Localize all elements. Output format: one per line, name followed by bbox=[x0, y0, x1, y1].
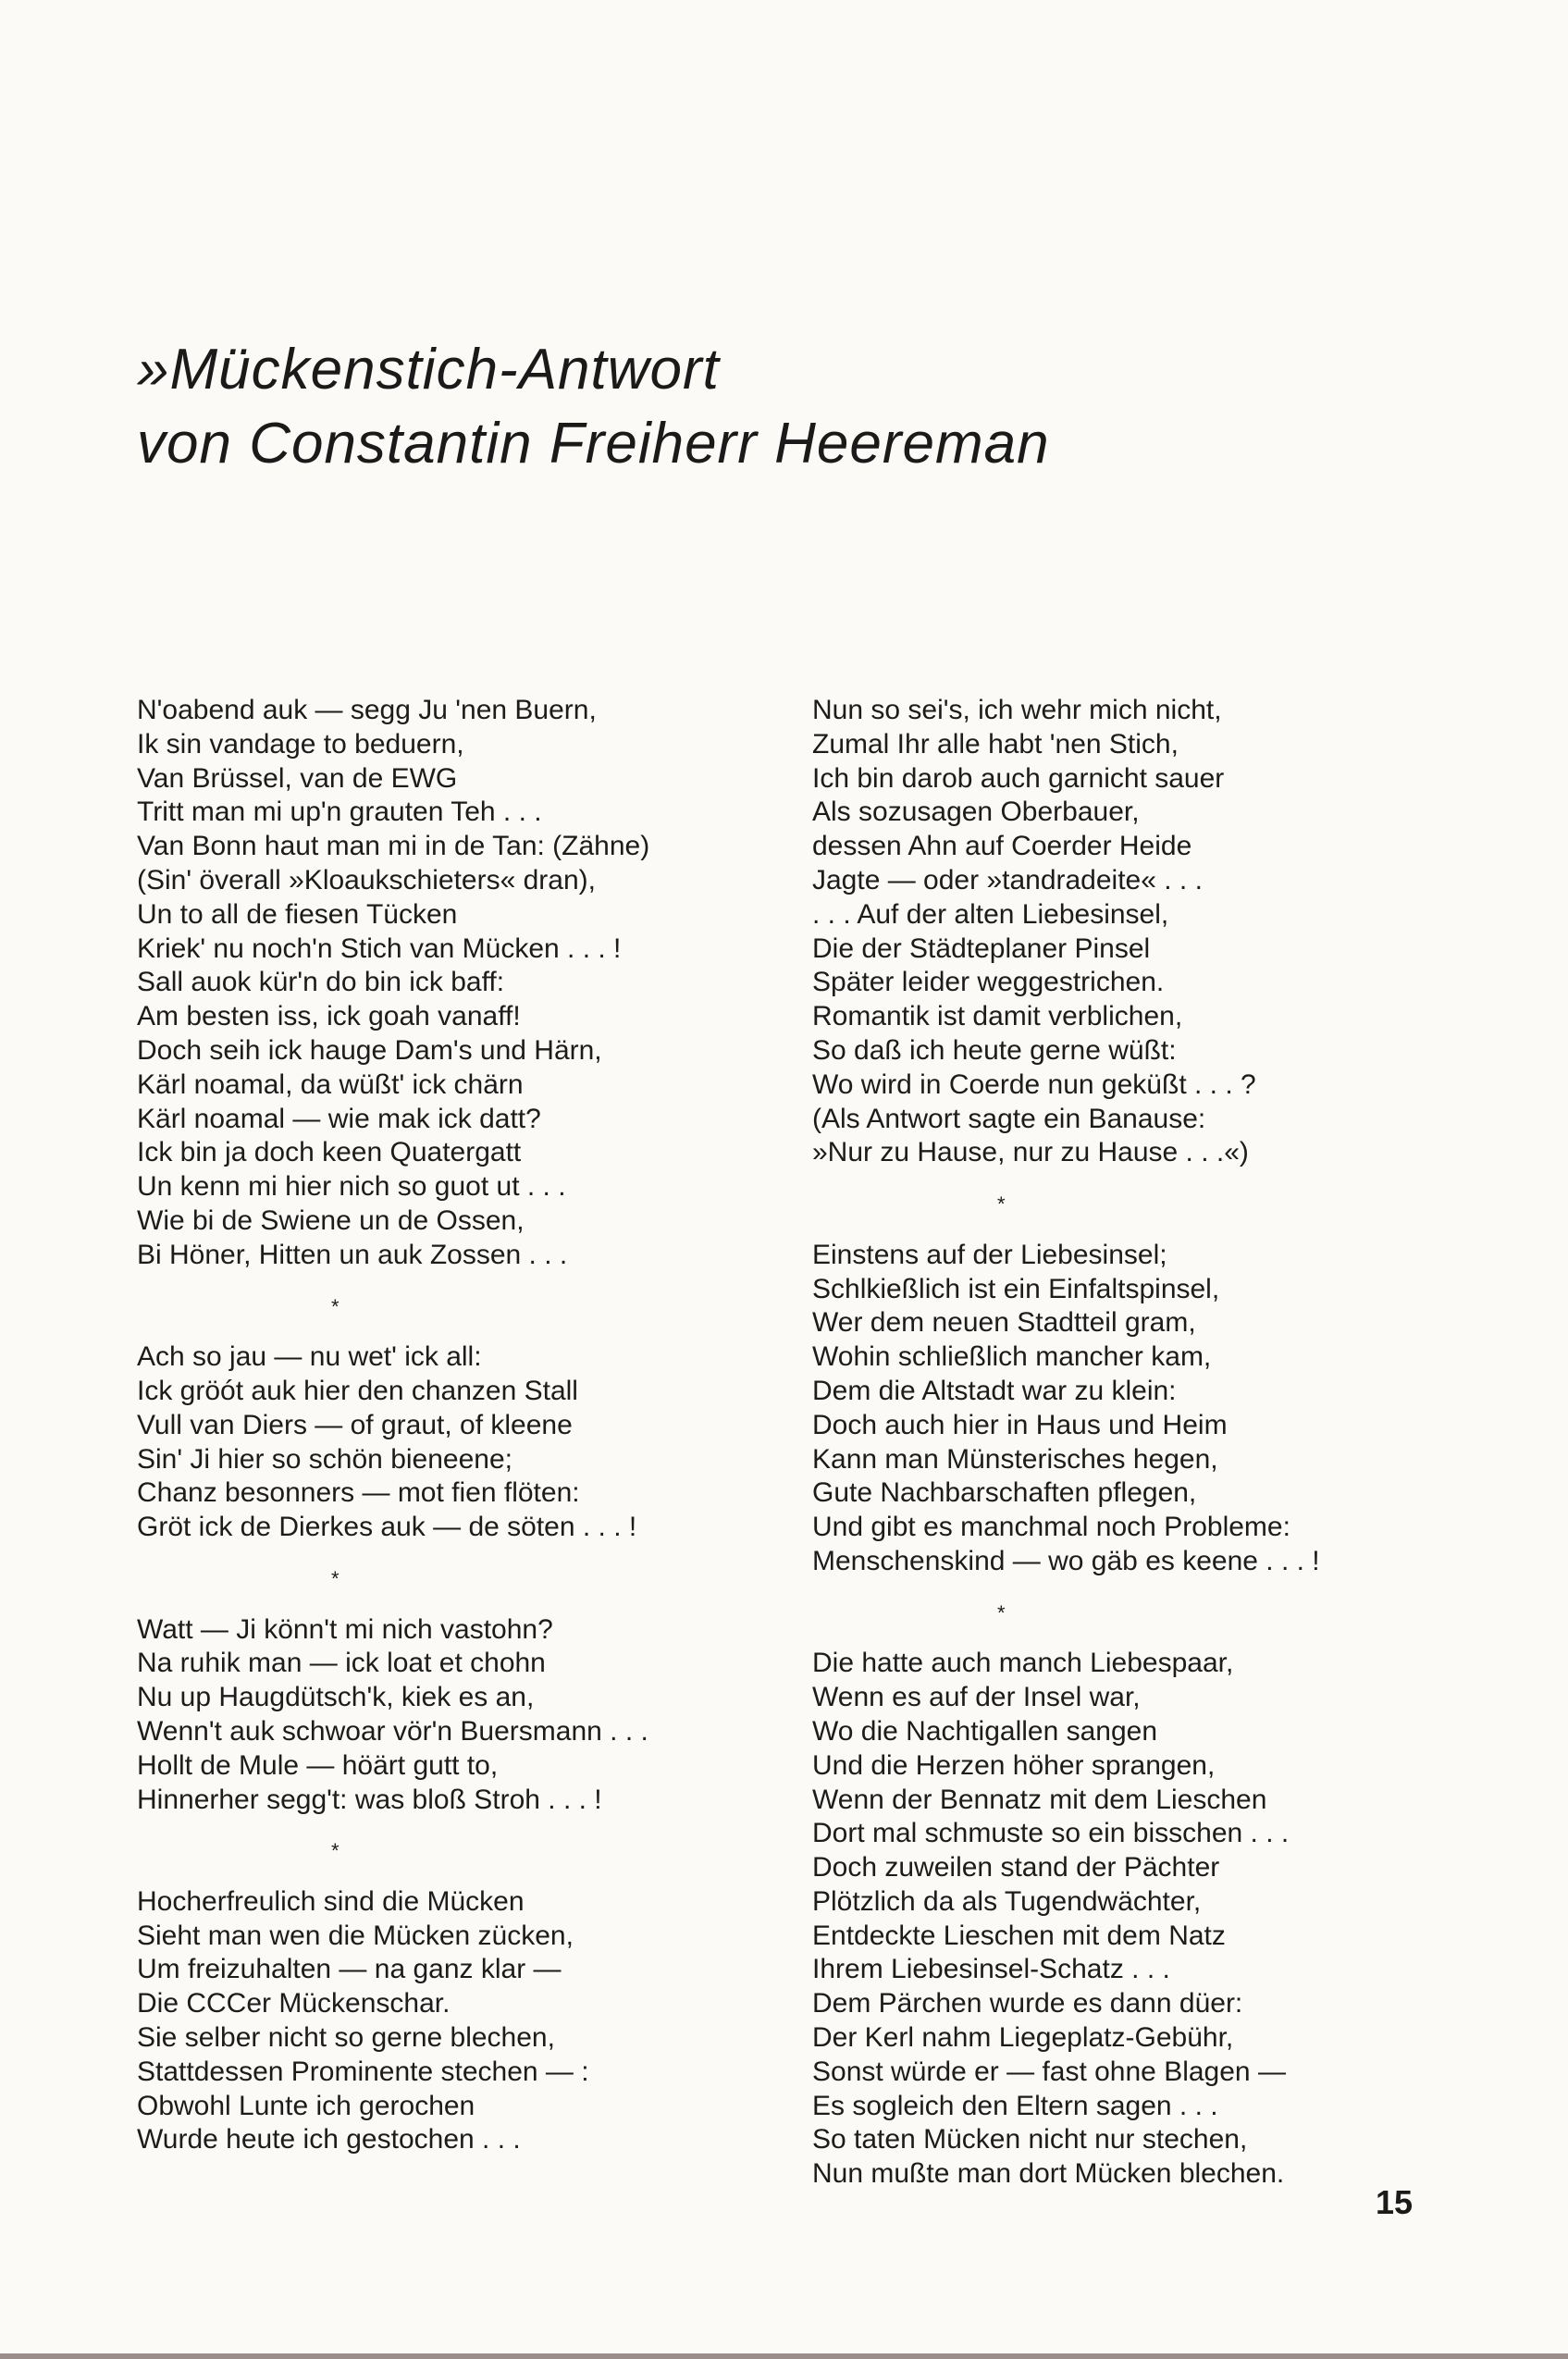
verse-line: N'oabend auk — segg Ju 'nen Buern, bbox=[137, 695, 597, 725]
stanza bbox=[137, 1613, 729, 1818]
verse-line: Am besten iss, ick goah vanaff! bbox=[137, 1001, 521, 1032]
verse-line: . . . Auf der alten Liebesinsel, bbox=[812, 898, 1169, 930]
verse-line: (Sin' överall »Kloaukschieters« dran), bbox=[137, 864, 596, 895]
verse-line: Plötzlich da als Tugendwächter, bbox=[812, 1885, 1202, 1917]
verse-line: Obwohl Lunte ich gerochen bbox=[137, 2090, 475, 2121]
verse-line: Es sogleich den Eltern sagen . . . bbox=[812, 2090, 1218, 2121]
verse-line: dessen Ahn auf Coerder Heide bbox=[812, 831, 1192, 862]
verse-line: Doch auch hier in Haus und Heim bbox=[812, 1409, 1228, 1440]
verse-line: Dort mal schmuste so ein bisschen . . . bbox=[812, 1818, 1290, 1849]
verse-line: Ick gröót auk hier den chanzen Stall bbox=[137, 1375, 578, 1406]
verse-line: Ich bin darob auch garnicht sauer bbox=[812, 762, 1225, 794]
verse-line: Zumal Ihr alle habt 'nen Stich, bbox=[812, 728, 1179, 760]
verse-line: Ihrem Liebesinsel-Schatz . . . bbox=[812, 1954, 1170, 1985]
stanza-divider: * bbox=[331, 1566, 340, 1590]
title-line-2: von Constantin Freiherr Heereman bbox=[137, 412, 1050, 476]
stanza bbox=[137, 1340, 729, 1545]
verse-line: Dem die Altstadt war zu klein: bbox=[812, 1375, 1177, 1406]
verse-line: Wie bi de Swiene un de Ossen, bbox=[137, 1204, 525, 1236]
verse-line: Stattdessen Prominente stechen — : bbox=[137, 2056, 589, 2087]
verse-line: Van Bonn haut man mi in de Tan: (Zähne) bbox=[137, 831, 650, 862]
verse-line: Die CCCer Mückenschar. bbox=[137, 1988, 451, 2019]
verse-line: Romantik ist damit verblichen, bbox=[812, 1001, 1183, 1032]
verse-line: So daß ich heute gerne wüßt: bbox=[812, 1034, 1177, 1066]
verse-line: Watt — Ji könn't mi nich vastohn? bbox=[137, 1613, 553, 1645]
stanza-divider: * bbox=[997, 1192, 1006, 1217]
verse-line: Kriek' nu noch'n Stich van Mücken . . . ! bbox=[137, 932, 622, 964]
verse-line: Vull van Diers — of graut, of kleene bbox=[137, 1409, 573, 1440]
verse-line: Wenn es auf der Insel war, bbox=[812, 1682, 1141, 1713]
verse-line: Kann man Münsterisches hegen, bbox=[812, 1443, 1218, 1475]
verse-line: Tritt man mi up'n grauten Teh . . . bbox=[137, 797, 542, 828]
verse-line: Wer dem neuen Stadtteil gram, bbox=[812, 1307, 1196, 1339]
page-title bbox=[137, 333, 1050, 481]
verse-line: Kärl noamal, da wüßt' ick chärn bbox=[137, 1068, 524, 1100]
right-column bbox=[812, 694, 1404, 2192]
stanza-divider: * bbox=[331, 1839, 340, 1863]
bottom-edge-rule bbox=[0, 2353, 1568, 2359]
verse-line: Wenn der Bennatz mit dem Lieschen bbox=[812, 1784, 1267, 1815]
verse-line: Van Brüssel, van de EWG bbox=[137, 762, 458, 794]
verse-line: Jagte — oder »tandradeite« . . . bbox=[812, 864, 1203, 895]
verse-line: Doch seih ick hauge Dam's und Härn, bbox=[137, 1034, 602, 1066]
verse-line: Die hatte auch manch Liebespaar, bbox=[812, 1648, 1234, 1679]
stanza bbox=[137, 694, 729, 1273]
verse-line: Hinnerher segg't: was bloß Stroh . . . ! bbox=[137, 1784, 602, 1815]
verse-line: Um freizuhalten — na ganz klar — bbox=[137, 1954, 562, 1985]
verse-line: Doch zuweilen stand der Pächter bbox=[812, 1852, 1220, 1883]
verse-line: Un kenn mi hier nich so guot ut . . . bbox=[137, 1171, 566, 1203]
verse-line: Bi Höner, Hitten un auk Zossen . . . bbox=[137, 1239, 568, 1270]
verse-line: Und gibt es manchmal noch Probleme: bbox=[812, 1512, 1290, 1543]
stanza bbox=[812, 1239, 1404, 1579]
stanza bbox=[812, 694, 1404, 1170]
verse-line: Ach so jau — nu wet' ick all: bbox=[137, 1341, 482, 1373]
verse-line: Als sozusagen Oberbauer, bbox=[812, 797, 1140, 828]
verse-line: Ik sin vandage to beduern, bbox=[137, 728, 464, 760]
verse-line: Chanz besonners — mot fien flöten: bbox=[137, 1477, 580, 1509]
verse-line: »Nur zu Hause, nur zu Hause . . .«) bbox=[812, 1137, 1249, 1168]
stanza-divider: * bbox=[997, 1600, 1006, 1624]
stanza bbox=[137, 1885, 729, 2157]
verse-line: Schlkießlich ist ein Einfaltspinsel, bbox=[812, 1273, 1220, 1304]
verse-line: Wo die Nachtigallen sangen bbox=[812, 1715, 1158, 1747]
verse-line: Hocherfreulich sind die Mücken bbox=[137, 1885, 525, 1917]
verse-line: Gröt ick de Dierkes auk — de söten . . . ! bbox=[137, 1512, 637, 1543]
verse-line: Sonst würde er — fast ohne Blagen — bbox=[812, 2056, 1286, 2087]
verse-line: Wenn't auk schwoar vör'n Buersmann . . . bbox=[137, 1715, 648, 1747]
verse-line: Der Kerl nahm Liegeplatz-Gebühr, bbox=[812, 2022, 1234, 2054]
verse-line: Nun so sei's, ich wehr mich nicht, bbox=[812, 695, 1222, 725]
verse-line: Nun mußte man dort Mücken blechen. bbox=[812, 2158, 1285, 2190]
verse-line: So taten Mücken nicht nur stechen, bbox=[812, 2124, 1248, 2155]
verse-line: (Als Antwort sagte ein Banause: bbox=[812, 1103, 1206, 1134]
verse-line: Die der Städteplaner Pinsel bbox=[812, 932, 1151, 964]
title-line-1: »Mückenstich-Antwort bbox=[137, 338, 720, 401]
stanza bbox=[812, 1647, 1404, 2192]
verse-line: Kärl noamal — wie mak ick datt? bbox=[137, 1103, 541, 1134]
verse-line: Einstens auf der Liebesinsel; bbox=[812, 1239, 1167, 1270]
verse-line: Später leider weggestrichen. bbox=[812, 967, 1165, 998]
verse-line: Entdeckte Lieschen mit dem Natz bbox=[812, 1920, 1226, 1951]
verse-line: Und die Herzen höher sprangen, bbox=[812, 1749, 1216, 1781]
verse-line: Gute Nachbarschaften pflegen, bbox=[812, 1477, 1197, 1509]
verse-line: Hollt de Mule — höärt gutt to, bbox=[137, 1749, 499, 1781]
verse-line: Sall auok kür'n do bin ick baff: bbox=[137, 967, 505, 998]
verse-line: Dem Pärchen wurde es dann düer: bbox=[812, 1988, 1243, 2019]
verse-line: Nu up Haugdütsch'k, kiek es an, bbox=[137, 1682, 535, 1713]
verse-line: Sieht man wen die Mücken zücken, bbox=[137, 1920, 574, 1951]
page-number: 15 bbox=[1375, 2183, 1413, 2221]
verse-line: Wo wird in Coerde nun geküßt . . . ? bbox=[812, 1068, 1256, 1100]
stanza-divider: * bbox=[331, 1294, 340, 1318]
verse-line: Wurde heute ich gestochen . . . bbox=[137, 2124, 521, 2155]
verse-line: Sin' Ji hier so schön bieneene; bbox=[137, 1443, 512, 1475]
verse-line: Sie selber nicht so gerne blechen, bbox=[137, 2022, 555, 2054]
left-column bbox=[137, 694, 729, 2157]
verse-line: Menschenskind — wo gäb es keene . . . ! bbox=[812, 1545, 1320, 1576]
verse-line: Un to all de fiesen Tücken bbox=[137, 898, 458, 930]
verse-line: Wohin schließlich mancher kam, bbox=[812, 1341, 1212, 1373]
verse-line: Ick bin ja doch keen Quatergatt bbox=[137, 1137, 522, 1168]
verse-line: Na ruhik man — ick loat et chohn bbox=[137, 1648, 546, 1679]
